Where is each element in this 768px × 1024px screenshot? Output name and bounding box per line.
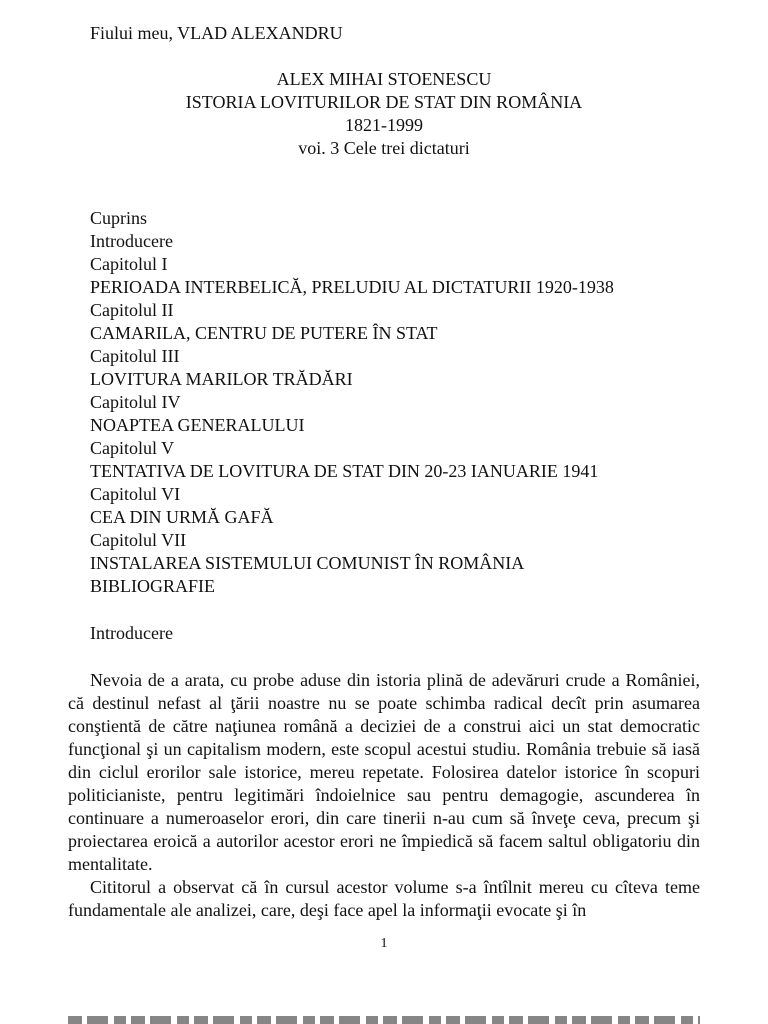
next-page-cutoff-text — [68, 1012, 700, 1024]
book-years: 1821-1999 — [345, 115, 423, 135]
toc-item: Capitolul III — [90, 346, 180, 366]
toc-item: LOVITURA MARILOR TRĂDĂRI — [90, 369, 353, 389]
toc-item: Capitolul V — [90, 438, 175, 458]
table-of-contents — [90, 207, 614, 598]
toc-item: Capitolul II — [90, 300, 174, 320]
dedication: Fiului meu, VLAD ALEXANDRU — [90, 23, 343, 43]
volume-subtitle: voi. 3 Cele trei dictaturi — [298, 138, 470, 158]
toc-item: Introducere — [90, 231, 173, 251]
toc-item: INSTALAREA SISTEMULUI COMUNIST ÎN ROMÂNIA — [90, 553, 525, 573]
toc-item: CEA DIN URMĂ GAFĂ — [90, 507, 274, 527]
toc-item: BIBLIOGRAFIE — [90, 576, 215, 596]
author-name: ALEX MIHAI STOENESCU — [276, 69, 492, 89]
toc-item: CAMARILA, CENTRU DE PUTERE ÎN STAT — [90, 323, 438, 343]
toc-item: Capitolul VII — [90, 530, 187, 550]
cutoff-text-fragment — [68, 1016, 700, 1024]
section-heading: Introducere — [90, 623, 173, 643]
toc-item: Capitolul I — [90, 254, 168, 274]
toc-item: Capitolul VI — [90, 484, 181, 504]
paragraph: Cititorul a observat că în cursul acestor volume s-a întîlnit mereu cu cîteva teme fundamentale ale analizei, care, deşi face apel la informaţii evocate şi în — [68, 877, 700, 920]
title-block — [0, 68, 768, 160]
toc-item: TENTATIVA DE LOVITURA DE STAT DIN 20-23 IANUARIE 1941 — [90, 461, 599, 481]
paragraph: Nevoia de a arata, cu probe aduse din istoria plină de adevăruri crude a României, că destinul nefast al ţării noastre nu se poate schimba radical decît prin asumarea conştientă de către naţiunea română a deciziei de a construi aici un stat democratic funcţional şi un capitalism modern, este scopul acestui studiu. România trebuie să iasă din ciclul erorilor sale istorice, mereu repetate. Folosirea datelor istorice în scopuri politicianiste, pentru legitimări îndoielnice sau pentru demagogie, ascunderea în continuare a numeroaselor erori, din care tinerii n-au cum să înveţe ceva, precum şi proiectarea eroică a autorilor acestor erori ne împiedică să facem saltul obligatoriu din mentalitate. — [68, 670, 700, 874]
page-number: 1 — [380, 936, 388, 951]
body-text — [68, 669, 700, 922]
toc-item: Capitolul IV — [90, 392, 181, 412]
toc-item: NOAPTEA GENERALULUI — [90, 415, 305, 435]
book-title: ISTORIA LOVITURILOR DE STAT DIN ROMÂNIA — [185, 92, 583, 112]
toc-item: Cuprins — [90, 208, 148, 228]
toc-item: PERIOADA INTERBELICĂ, PRELUDIU AL DICTATURII 1920-1938 — [90, 277, 614, 297]
